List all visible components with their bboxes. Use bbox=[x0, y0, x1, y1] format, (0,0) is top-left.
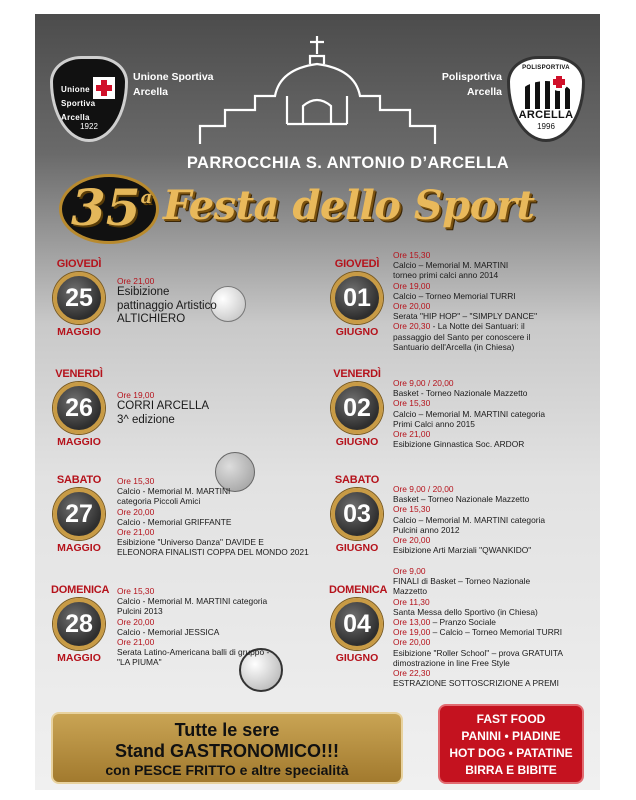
events-june-03: Ore 9,00 / 20,00 Basket – Torneo Nazionale Mazzetto Ore 15,30 Calcio – Memorial M. MARTINI categoria Pulcini anno 2012 Ore 20,00 Esibizione Arti Marziali "QWANKIDO" bbox=[393, 484, 546, 556]
parish-title: PARROCCHIA S. ANTONIO D’ARCELLA bbox=[186, 154, 510, 172]
events-june-01: Ore 15,30 Calcio – Memorial M. MARTINI torneo primi calci anno 2014 Ore 19,00 Calcio – Torneo Memorial TURRI Ore 20,00 Serata "HIP HOP" – "SIMPLY DANCE" Ore 20,30 - La Notte dei Santuari: il passaggio del Santo per conoscere il Santuario dell'Arcella (in Chiesa) bbox=[393, 250, 538, 352]
day-02-badge: VENERDÌ 02 GIUGNO bbox=[329, 368, 385, 448]
events-may-28: Ore 15,30 Calcio - Memorial M. MARTINI categoria Pulcini 2013 Ore 20,00 Calcio - Memorial JESSICA Ore 21,00 Serata Latino-Americana balli di gruppo - "LA PIUMA" bbox=[117, 586, 270, 668]
day-28-badge: DOMENICA 28 MAGGIO bbox=[51, 584, 110, 664]
red-cross-icon bbox=[550, 73, 568, 91]
polisportiva-logo: POLISPORTIVA ARCELLA 1996 bbox=[507, 56, 585, 142]
events-may-27: Ore 15,30 Calcio - Memorial M. MARTINI categoria Piccoli Amici Ore 20,00 Calcio - Memorial GRIFFANTE Ore 21,00 Esibizione "Universo Danza" DAVIDE E ELEONORA FINALISTI COPPA DEL MONDO 2021 bbox=[117, 476, 309, 558]
events-may-26: Ore 19,00 CORRI ARCELLA 3^ edizione bbox=[117, 390, 210, 426]
festival-title: Festa dello Sport bbox=[163, 182, 535, 229]
events-may-25: Ore 21,00 Esibizione pattinaggio Artistico ALTICHIERO bbox=[117, 276, 217, 326]
festival-poster bbox=[35, 14, 600, 790]
events-june-02: Ore 9,00 / 20,00 Basket - Torneo Nazionale Mazzetto Ore 15,30 Calcio – Memorial M. MARTINI categoria Primi Calci anno 2015 Ore 21,00 Esibizione Ginnastica Soc. ARDOR bbox=[393, 378, 546, 450]
day-04-badge: DOMENICA 04 GIUGNO bbox=[329, 584, 388, 664]
day-25-badge: GIOVEDÌ 25 MAGGIO bbox=[51, 258, 107, 338]
day-27-badge: SABATO 27 MAGGIO bbox=[51, 474, 107, 554]
fast-food-banner: FAST FOOD PANINI • PIADINE HOT DOG • PATATINE BIRRA E BIBITE bbox=[438, 704, 584, 784]
left-club-name: Unione Sportiva Arcella bbox=[133, 71, 214, 98]
food-stand-banner: Tutte le sere Stand GASTRONOMICO!!! con PESCE FRITTO e altre specialità bbox=[51, 712, 403, 784]
day-26-badge: VENERDÌ 26 MAGGIO bbox=[51, 368, 107, 448]
day-03-badge: SABATO 03 GIUGNO bbox=[329, 474, 385, 554]
unione-sportiva-logo: Unione Sportiva Arcella 1922 bbox=[50, 56, 128, 142]
edition-number: 35$^a$ bbox=[71, 178, 153, 237]
right-club-name: Polisportiva Arcella bbox=[441, 71, 502, 98]
events-june-04: Ore 9,00 FINALI di Basket – Torneo Nazionale Mazzetto Ore 11,30 Santa Messa dello Sportivo (in Chiesa) Ore 13,00 – Pranzo Sociale Ore 19,00 – Calcio – Torneo Memorial TURRI Ore 20,00 Esibizione "Roller School" – prova GRATUITA dimostrazione in line Free Style Ore 22,30 ESTRAZIONE SOTTOSCRIZIONE A PREMI bbox=[393, 566, 563, 689]
day-01-badge: GIOVEDÌ 01 GIUGNO bbox=[329, 258, 385, 338]
